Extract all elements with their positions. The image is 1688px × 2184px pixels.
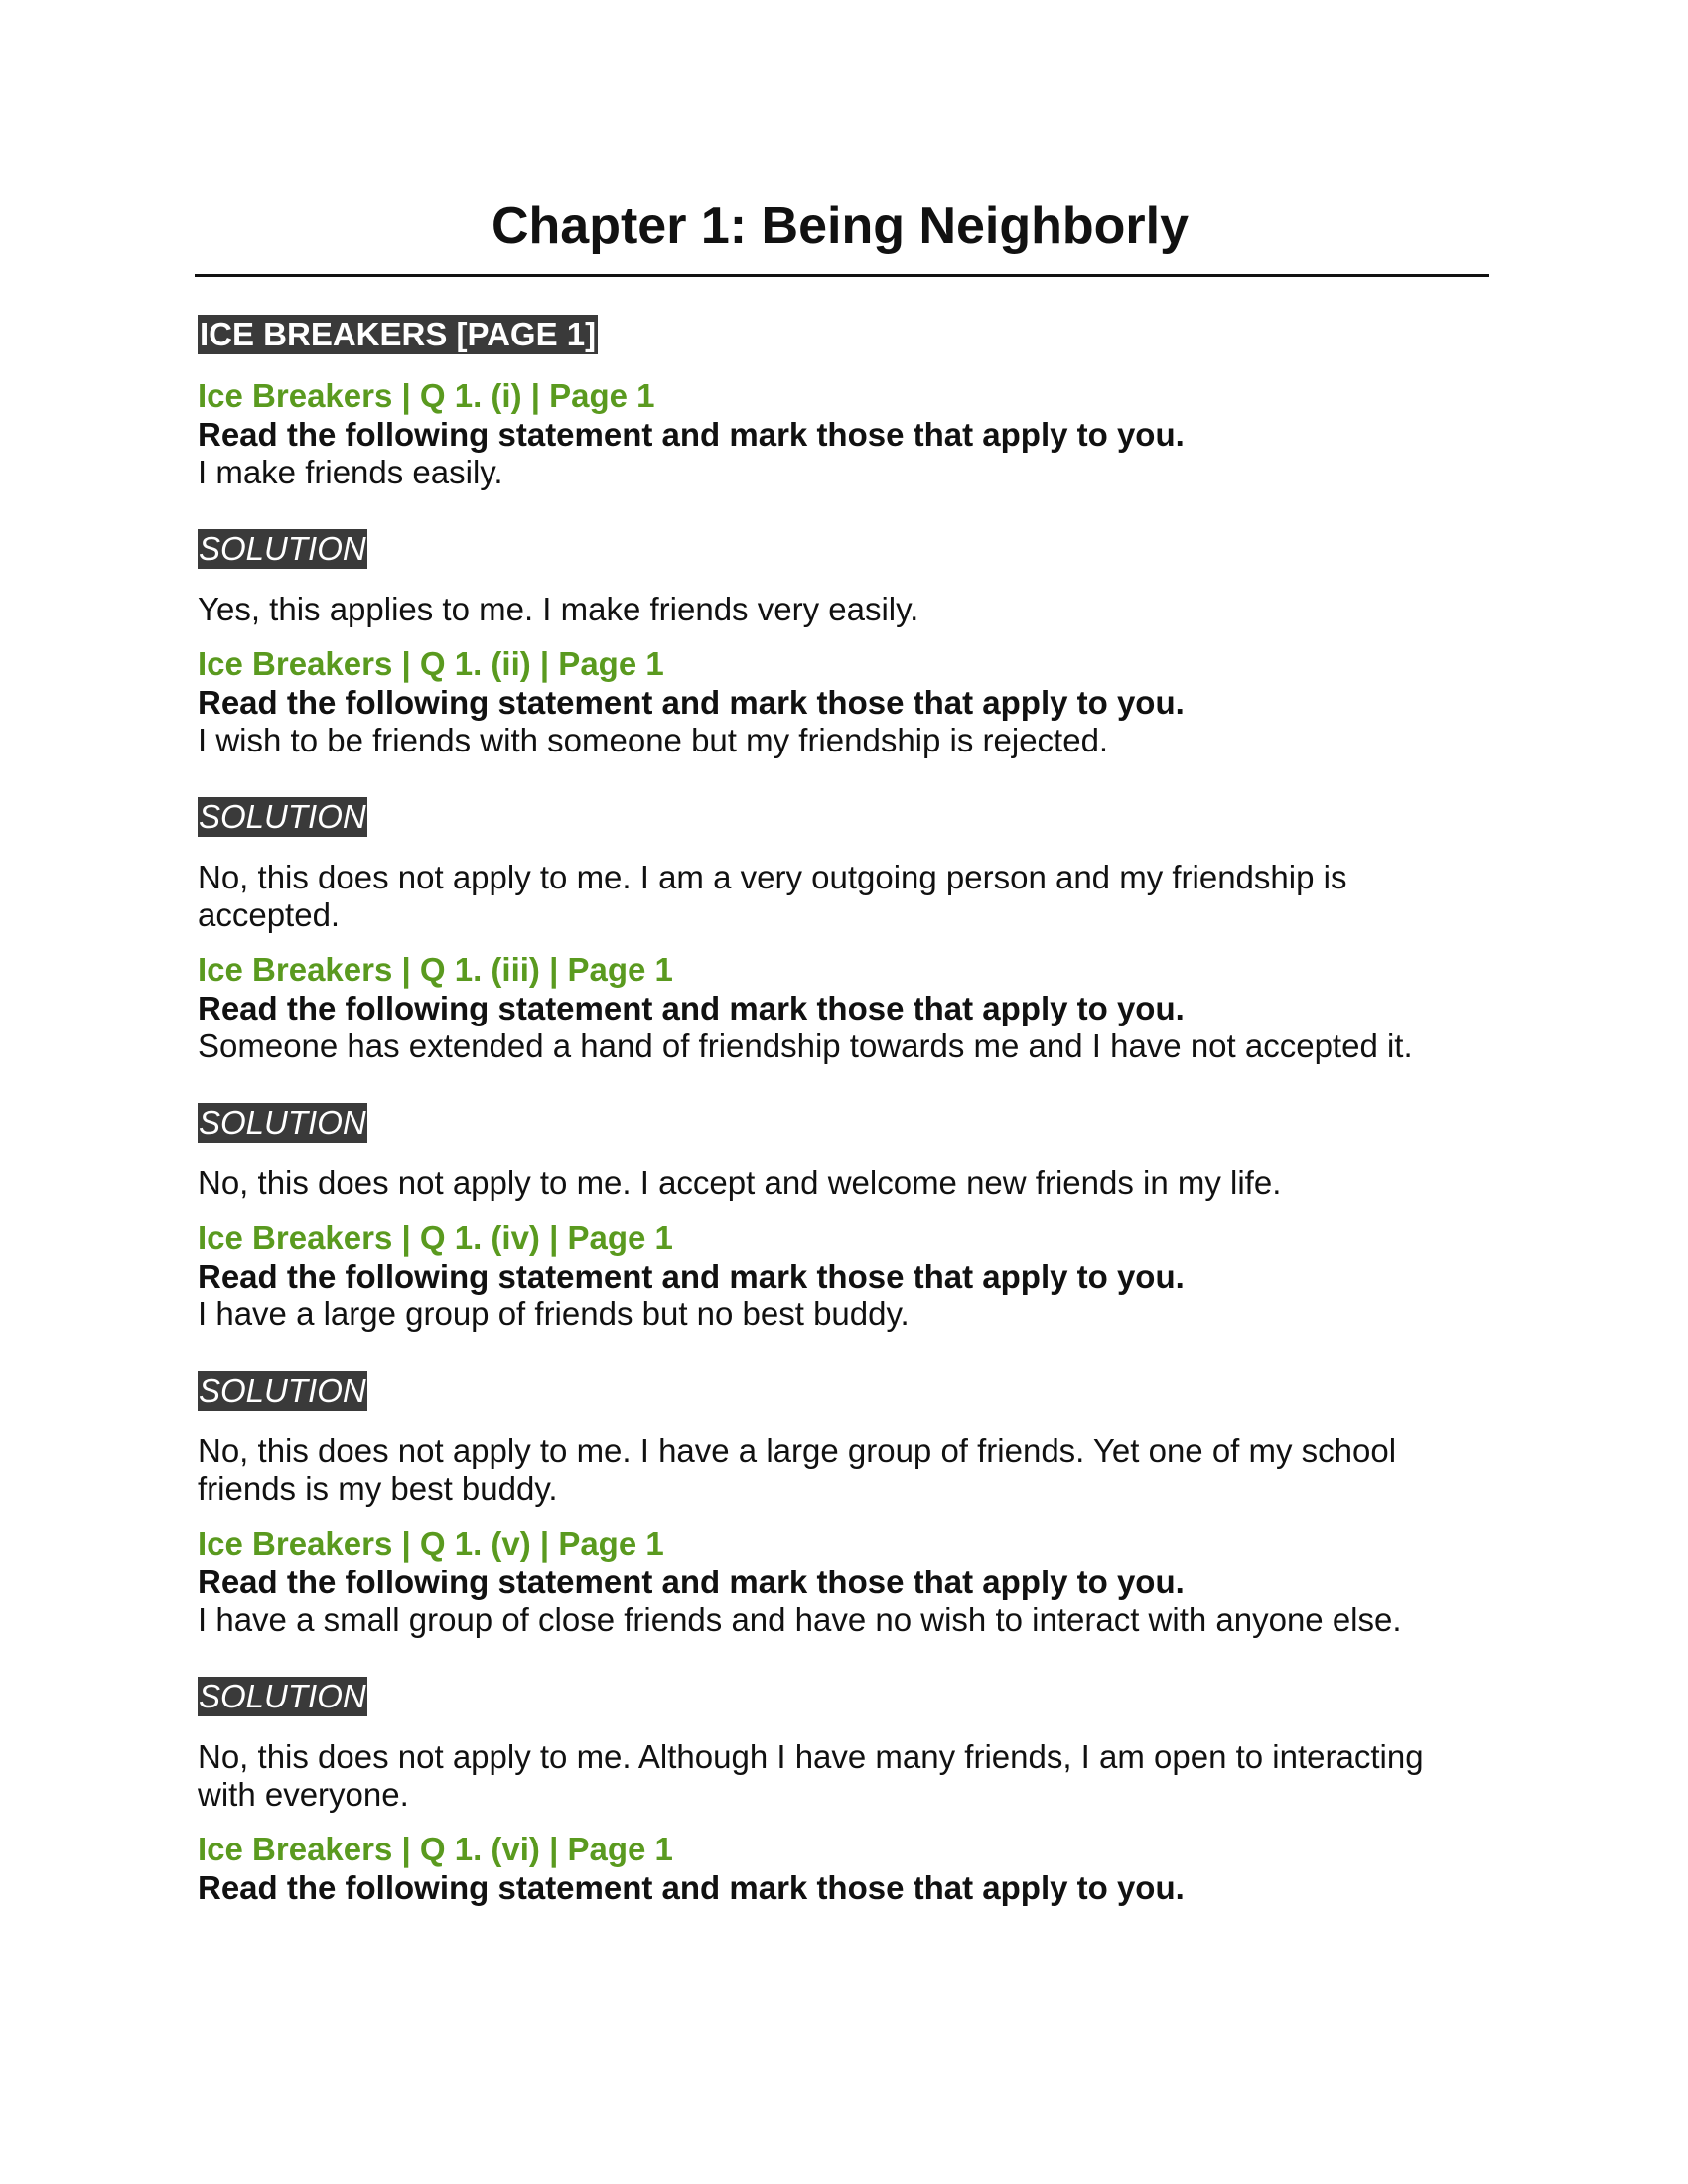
question-heading: Ice Breakers | Q 1. (ii) | Page 1 <box>198 645 664 682</box>
solution-label: SOLUTION <box>199 1678 366 1714</box>
question-heading: Ice Breakers | Q 1. (vi) | Page 1 <box>198 1831 673 1867</box>
chapter-title: Chapter 1: Being Neighborly <box>491 198 1190 255</box>
question-heading: Ice Breakers | Q 1. (iv) | Page 1 <box>198 1219 673 1256</box>
solution-text: No, this does not apply to me. I am a very outgoing person and my friendship is accepted. <box>198 859 1347 933</box>
solution-label-wrap <box>198 1103 1488 1164</box>
page-content <box>198 315 1488 1907</box>
question-instruction: Read the following statement and mark those that apply to you. <box>198 1564 1185 1600</box>
solution-label: SOLUTION <box>199 798 366 835</box>
question-statement: I have a large group of friends but no best buddy. <box>198 1296 910 1332</box>
question-instruction: Read the following statement and mark those that apply to you. <box>198 1258 1185 1295</box>
question-heading: Ice Breakers | Q 1. (i) | Page 1 <box>198 377 655 414</box>
solution-label-wrap <box>198 529 1488 591</box>
solution-label: SOLUTION <box>199 1372 366 1409</box>
question-block <box>198 950 1488 1202</box>
solution-text: Yes, this applies to me. I make friends very easily. <box>198 591 919 627</box>
question-instruction: Read the following statement and mark those that apply to you. <box>198 416 1185 453</box>
solution-text: No, this does not apply to me. Although I have many friends, I am open to interacting with everyone. <box>198 1738 1424 1813</box>
question-heading: Ice Breakers | Q 1. (iii) | Page 1 <box>198 951 673 988</box>
question-statement: Someone has extended a hand of friendship towards me and I have not accepted it. <box>198 1027 1413 1064</box>
question-instruction: Read the following statement and mark those that apply to you. <box>198 990 1185 1026</box>
solution-label: SOLUTION <box>199 530 366 567</box>
question-instruction: Read the following statement and mark those that apply to you. <box>198 684 1185 721</box>
solution-label-wrap <box>198 797 1488 859</box>
question-instruction: Read the following statement and mark those that apply to you. <box>198 1869 1185 1906</box>
question-statement: I make friends easily. <box>198 454 503 490</box>
question-block <box>198 376 1488 628</box>
question-block <box>198 1830 1488 1907</box>
solution-text: No, this does not apply to me. I have a large group of friends. Yet one of my school friends is my best buddy. <box>198 1433 1397 1507</box>
question-statement: I wish to be friends with someone but my friendship is rejected. <box>198 722 1109 758</box>
question-block <box>198 644 1488 934</box>
solution-label: SOLUTION <box>199 1104 366 1141</box>
question-block <box>198 1524 1488 1814</box>
question-statement: I have a small group of close friends and have no wish to interact with anyone else. <box>198 1601 1402 1638</box>
question-block <box>198 1218 1488 1508</box>
section-heading-wrap <box>198 315 1488 376</box>
question-heading: Ice Breakers | Q 1. (v) | Page 1 <box>198 1525 664 1562</box>
section-heading: ICE BREAKERS [PAGE 1] <box>200 316 597 352</box>
solution-text: No, this does not apply to me. I accept and welcome new friends in my life. <box>198 1164 1282 1201</box>
title-divider <box>195 274 1489 277</box>
solution-label-wrap <box>198 1677 1488 1738</box>
solution-label-wrap <box>198 1371 1488 1433</box>
